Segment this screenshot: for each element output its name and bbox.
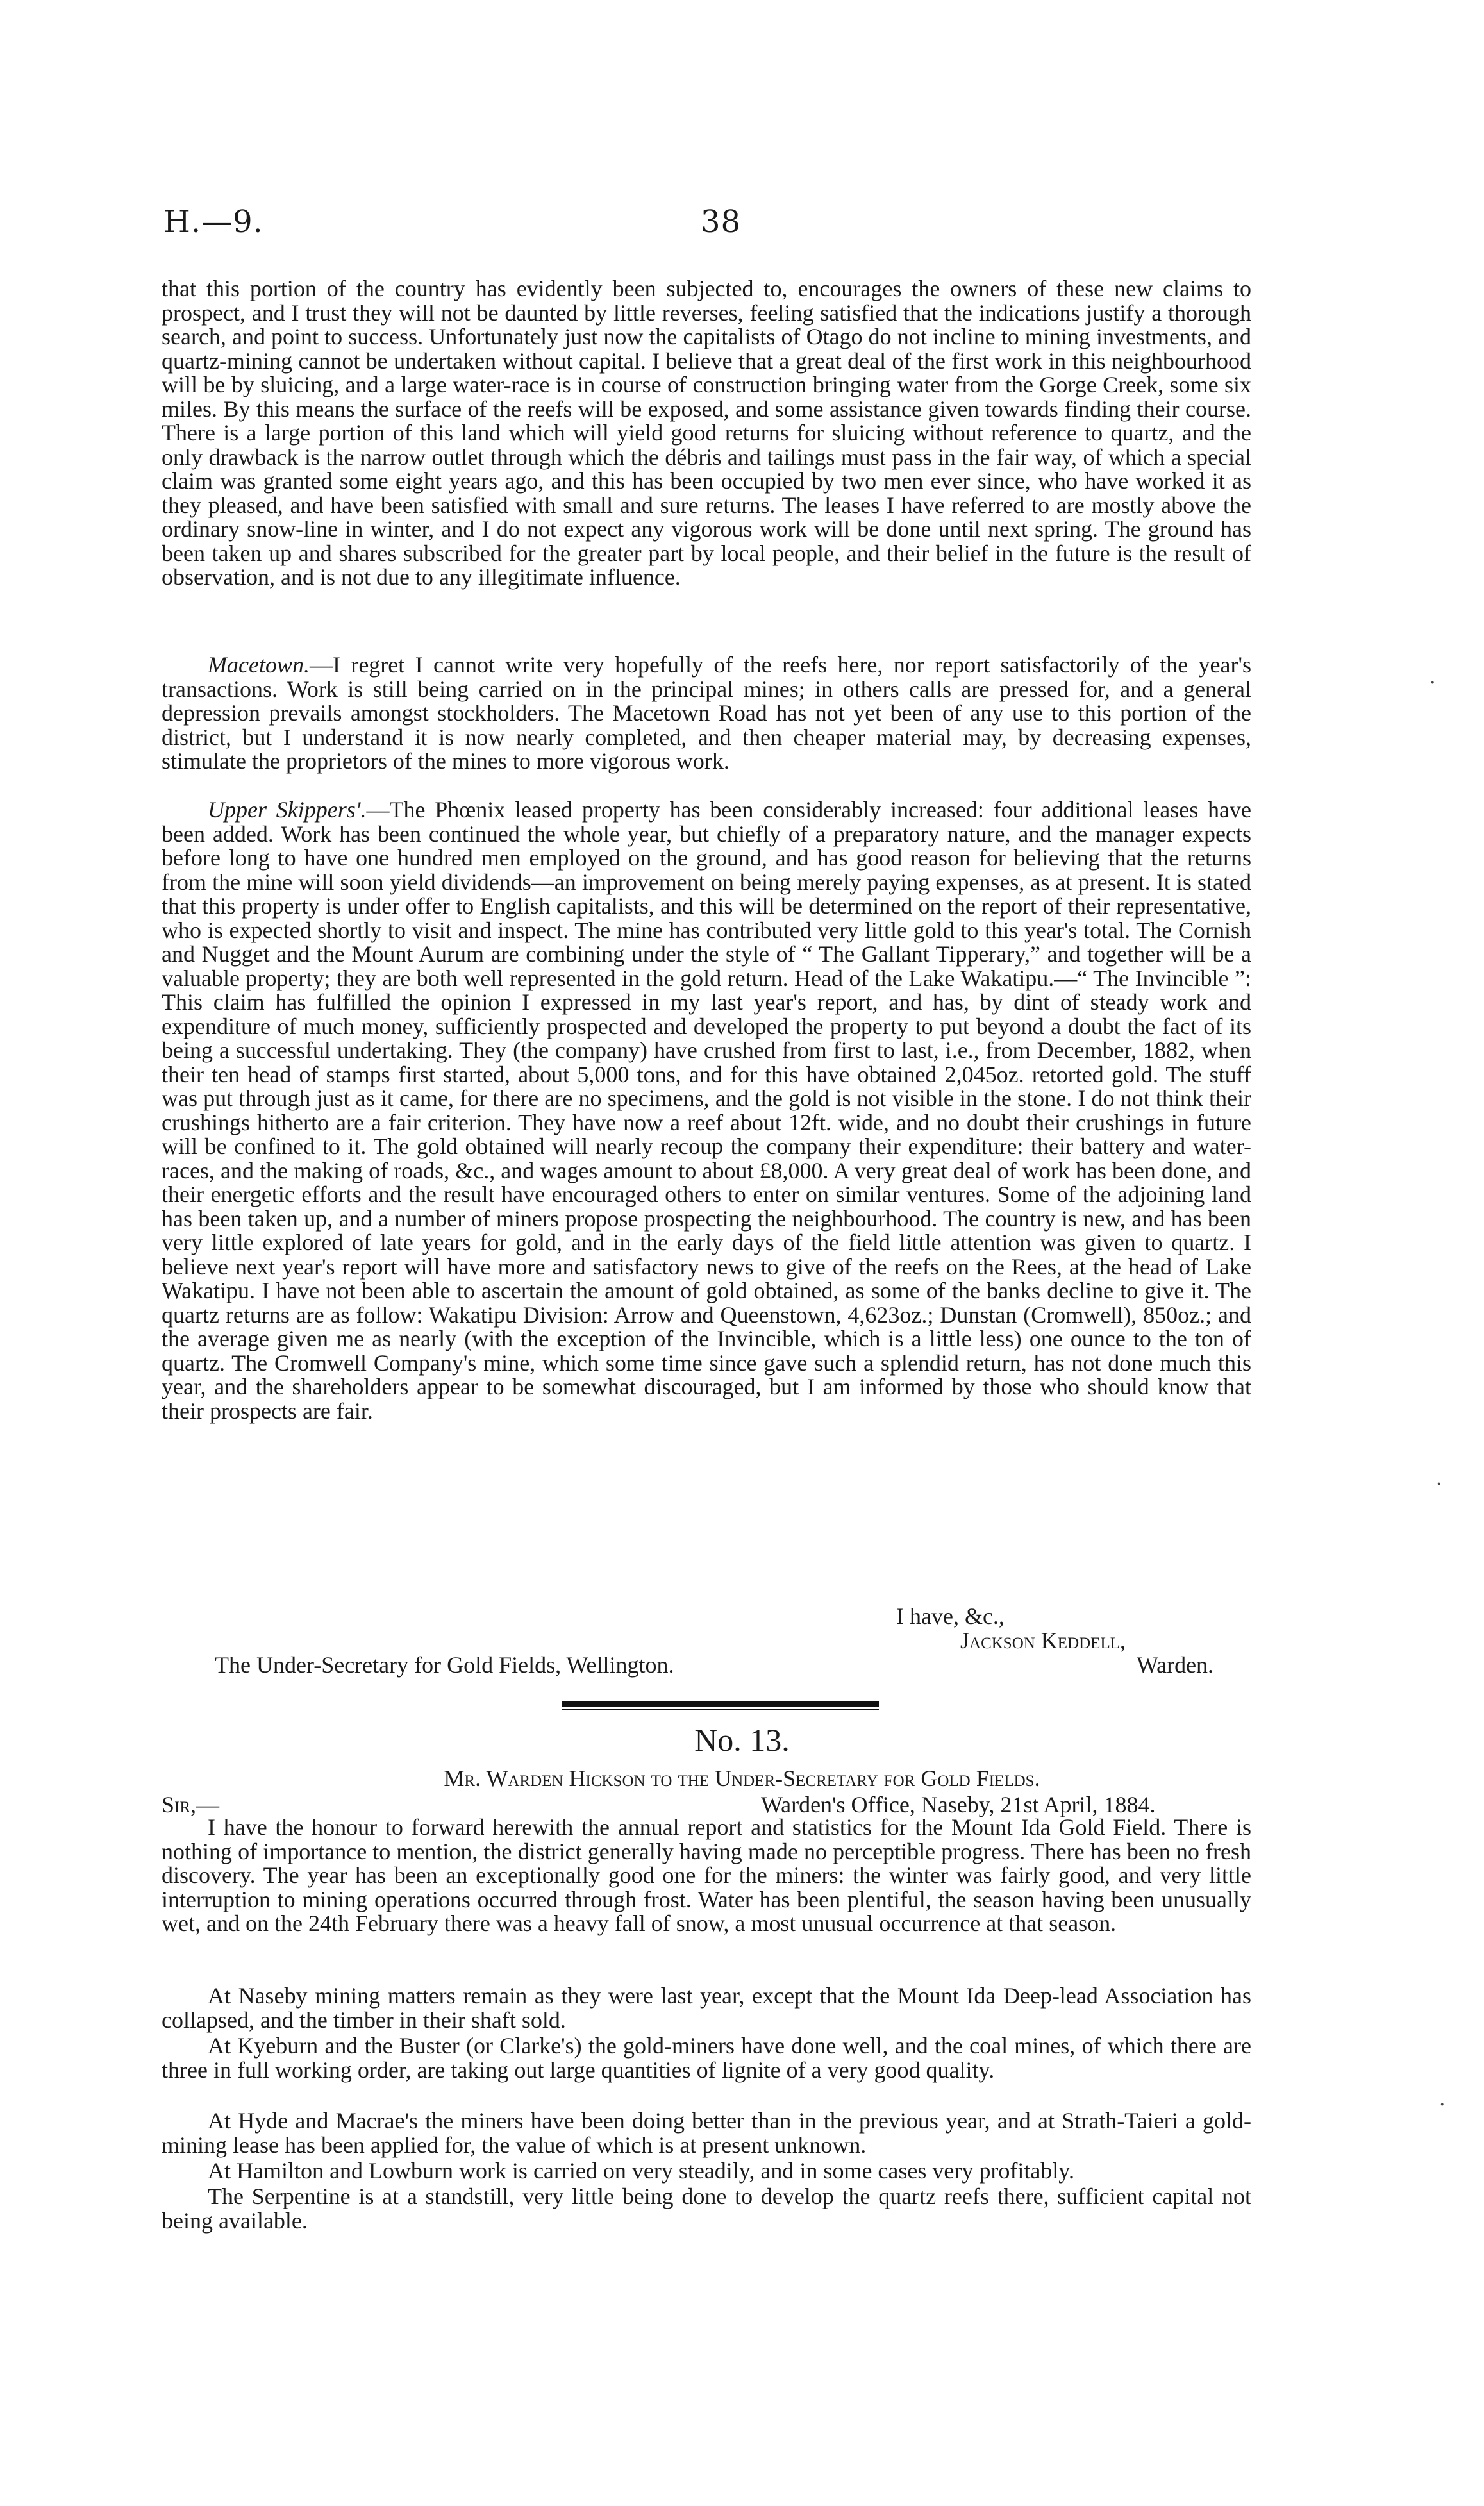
signatory-name: Jackson Keddell, <box>960 1628 1126 1653</box>
letter-paragraph-2: At Naseby mining matters remain as they were last year, except that the Mount Ida Deep-lead Association has collapsed, and the timber in their shaft sold. <box>162 1983 1251 2033</box>
addressee-line: The Under-Secretary for Gold Fields, Wellington. <box>215 1652 674 1678</box>
closing-line: I have, &c., <box>896 1603 1005 1629</box>
page-number: 38 <box>701 204 742 240</box>
letter-paragraph-6: The Serpentine is at a standstill, very little being done to develop the quartz reefs there, sufficient capital not being available. <box>162 2184 1251 2234</box>
paragraph-macetown <box>162 653 1251 774</box>
upper-skippers-text: —The Phœnix leased property has been considerably increased: four additional leases have been added. Work has been continued the whole year, but chiefly of a preparatory nature, and the manager expects before long to have one hundred men employed on the ground, and has good reason for believing that the returns from the mine will soon yield dividends—an improvement on being merely paying expenses, as at present. It is stated that this property is under offer to English capitalists, and this will be determined on the report of their representative, who is expected shortly to visit and inspect. The mine has contributed very little gold to this year's total. The Cornish and Nugget and the Mount Aurum are combining under the style of “ The Gallant Tipperary,” and together will be a valuable property; they are both well represented in the gold return. Head of the Lake Wakatipu.—“ The Invincible ”: This claim has fulfilled the opinion I expressed in my last year's report, and has, by dint of steady work and expenditure of much money, sufficiently prospected and developed the property to put beyond a doubt the fact of its being a successful undertaking. They (the company) have crushed from first to last, i.e., from December, 1882, when their ten head of stamps first started, about 5,000 tons, and for this have obtained 2,045oz. retorted gold. The stuff was put through just as it came, for there are no specimens, and the gold is not visible in the stone. I do not think their crushings hitherto are a fair criterion. They have now a reef about 12ft. wide, and no doubt their crushings in future will be confined to it. The gold obtained will nearly recoup the company their expenditure: their battery and water-races, and the making of roads, &c., and wages amount to about £8,000. A very great deal of work has been done, and their energetic efforts and the result have encouraged others to enter on similar ventures. Some of the adjoining land has been taken up, and a number of miners propose prospecting the neighbourhood. The country is new, and has been very little explored of late years for gold, and in the early days of the field little attention was given to quartz. I believe next year's report will have more and satisfactory news to give of the reefs on the Rees, at the head of Lake Wakatipu. I have not been able to ascertain the amount of gold obtained, as some of the banks decline to give it. The quartz returns are as follow: Wakatipu Division: Arrow and Queenstown, 4,623oz.; Dunstan (Cromwell), 850oz.; and the average given me as nearly (with the exception of the Invincible, which is a little less) one ounce to the ton of quartz. The Cromwell Company's mine, which some time since gave such a splendid return, has not done much this year, and the shareholders appear to be somewhat discouraged, but I am informed by those who should know that their prospects are fair. <box>162 797 1251 1424</box>
section-divider-thin <box>562 1709 879 1710</box>
margin-mark-1: · <box>1430 672 1436 694</box>
paragraph-continuation: that this portion of the country has evidently been subjected to, encourages the owners of these new claims to prospect, and I trust they will not be daunted by little reverses, feeling satisfied that the indications justify a thorough search, and point to success. Unfortunately just now the capitalists of Otago do not incline to mining investments, and quartz-mining cannot be undertaken without capital. I believe that a great deal of the first work in this neighbourhood will be by sluicing, and a large water-race is in course of construction bringing water from the Gorge Creek, some six miles. By this means the surface of the reefs will be exposed, and some assistance given towards finding their course. There is a large portion of this land which will yield good returns for sluicing without reference to quartz, and the only drawback is the narrow outlet through which the débris and tailings must pass in the fair way, of which a special claim was granted some eight years ago, and this has been occupied by two men ever since, who have worked it as they pleased, and have been satisfied with small and sure returns. The leases I have referred to are mostly above the ordinary snow-line in winter, and I do not expect any vigorous work will be done until next spring. The ground has been taken up and shares subscribed for the greater part by local people, and their belief in the future is the result of observation, and is not due to any illegitimate influence. <box>162 276 1251 590</box>
margin-mark-3: · <box>1439 2094 1446 2116</box>
paragraph-upper-skippers <box>162 798 1251 1423</box>
section-number: No. 13. <box>694 1722 790 1758</box>
letter-paragraph-1: I have the honour to forward herewith the annual report and statistics for the Mount Ida Gold Field. There is nothing of importance to mention, the district generally having made no perceptible progress. There has been no fresh discovery. The year has been an exceptionally good one for the miners: the winter was fairly good, and very little interruption to mining operations occurred through frost. Water has been plentiful, the season having been unusually wet, and on the 24th February there was a heavy fall of snow, a most unusual occurrence at that season. <box>162 1814 1251 1936</box>
section-divider <box>562 1701 879 1707</box>
macetown-heading: Macetown. <box>208 652 310 678</box>
letter-paragraph-5: At Hamilton and Lowburn work is carried on very steadily, and in some cases very profitably. <box>208 2158 1074 2184</box>
signatory-title: Warden. <box>1137 1652 1214 1678</box>
upper-skippers-heading: Upper Skippers'. <box>208 797 367 823</box>
letter-paragraph-3: At Kyeburn and the Buster (or Clarke's) the gold-miners have done well, and the coal mines, of which there are three in full working order, are taking out large quantities of lignite of a very good quality. <box>162 2033 1251 2083</box>
dateline: Warden's Office, Naseby, 21st April, 1884. <box>761 1792 1156 1817</box>
salutation: Sir,— <box>162 1792 220 1817</box>
letter-paragraph-4: At Hyde and Macrae's the miners have been doing better than in the previous year, and at Strath-Taieri a gold-mining lease has been applied for, the value of which is at present unknown. <box>162 2108 1251 2158</box>
document-code: H.—9. <box>163 204 263 240</box>
macetown-text: —I regret I cannot write very hopefully of the reefs here, nor report satisfactorily of the year's transactions. Work is still being carried on in the principal mines; in others calls are pressed for, and a general depression prevails amongst stockholders. The Macetown Road has not yet been of any use to this portion of the district, but I understand it is now nearly completed, and then cheaper material may, by decreasing expenses, stimulate the proprietors of the mines to more vigorous work. <box>162 652 1251 774</box>
letter-subtitle: Mr. Warden Hickson to the Under-Secretary for Gold Fields. <box>444 1766 1040 1791</box>
margin-mark-2: · <box>1436 1473 1442 1496</box>
